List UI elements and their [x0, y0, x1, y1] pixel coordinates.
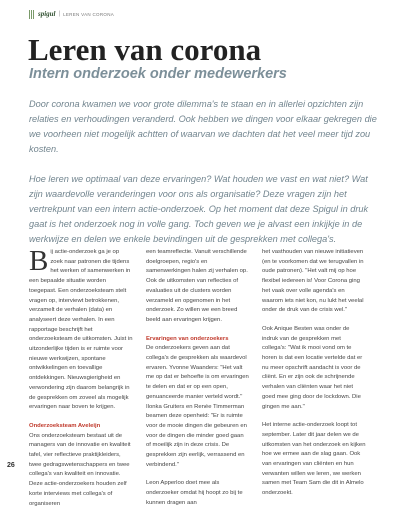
col2-paragraph-2: De onderzoekers geven aan dat collega's de gesprekken als waardevol ervaren. Yvonne Waanders: "Het valt me op dat er behoefte is om ervaringen te delen en dat er op een open, genuanceerde manier verteld wordt." Ilonka Gruiters en Renée Timmerman beamen deze openheid: "Er is ruimte voor de mooie dingen die gebeuren en voor de dingen die minder goed gaan of moeilijk zijn in deze crisis. De gesprekken zijn eerlijk, verrassend en verbindend." [146, 345, 249, 468]
brand-bars-icon [29, 10, 34, 19]
brand-name: spigul [38, 10, 56, 18]
col2-paragraph-1: een teamreflectie. Vanuit verschillende doelgroepen, regio's en samenwerkingen halen zij verhalen op. Ook de uitkomsten van reflecties of evaluaties uit de clusters worden verzameld en opgenomen in het onderzoek. Zo willen we een breed beeld aan ervaringen krijgen. [146, 249, 248, 323]
body-column-3 [262, 248, 366, 499]
drop-cap: B [29, 245, 49, 277]
col1-paragraph-2: Ons onderzoeksteam bestaat uit de managers van de innovatie en kwaliteit tafel, vier reflectieve praktijkleiders, twee gedragswetenschappers en twee collega's van kwaliteit en innovatie. Deze actie-onderzoekers houden zelf korte interviews met collega's of organiseren [29, 432, 131, 507]
section-label: LEREN VAN CORONA [63, 11, 115, 17]
article-subtitle: Intern onderzoek onder medewerkers [29, 66, 287, 82]
col1-paragraph-1 [29, 245, 133, 413]
intro-paragraph-2: Hoe leren we optimaal van deze ervaringen? Wat houden we vast en wat niet? Wat zijn waardevolle veranderingen voor ons als organisatie? Deze vragen zijn het vertrekpunt van een intern actie-onderzoek. Op het moment dat deze Spigul in druk gaat is het onderzoek nog in volle gang. Toch geven we je alvast een inkijkje in de werkwijze en delen we enkele bevindingen uit de gesprekken met collega's. [29, 174, 369, 244]
intro-paragraph-1: Door corona kwamen we voor grote dilemma's te staan en in allerlei opzichten zijn relaties en verhoudingen veranderd. Ook hebben we dingen voor elkaar gekregen die we voorheen niet mogelijk achtten of waarvan we dachten dat het veel meer tijd zou kosten. [29, 99, 377, 154]
col3-paragraph-3: Het interne actie-onderzoek loopt tot september. Later dit jaar delen we de uitkomsten van het onderzoek en kijken hoe we ermee aan de slag gaan. Ook van ervaringen van cliënten en hun verwanten willen we leren, we werken samen met Team Sam die dit in Almelo onderzoekt. [262, 422, 366, 497]
page-header [29, 8, 114, 20]
col1-subheading: Onderzoeksteam Aveleijn [29, 422, 101, 429]
col3-paragraph-2: Ook Anique Besten was onder de indruk van de gesprekken met collega's: "Wat ik mooi vond om te horen is dat een locatie vertelde dat er nu meer opschrift aandacht is voor de cliënt. En er zijn ook de schrijnende verhalen van cliënten waar het niet goed mee ging door de lockdown. Die gingen me aan." [262, 325, 363, 410]
body-column-1 [29, 245, 133, 509]
col3-paragraph-1: het vasthouden van nieuwe initiatieven (en te voorkomen dat we terugvallen in oude patronen). "Het valt mij op hoe flexibel iedereen is! Voor Corona ging het vaak over volle agenda's en waarom iets niet kon, nu lukt het veelal onder de druk van de crisis wel." [262, 249, 364, 314]
article-intro [29, 97, 381, 247]
header-separator: | [58, 11, 61, 17]
col2-paragraph-3: Leon Apperloo doet mee als onderzoeker omdat hij hoopt zo bij te kunnen dragen aan [146, 480, 243, 506]
col1-paragraph-1-text: ij actie-onderzoek ga je op zoek naar patronen die tijdens het werken of samenwerken in een bepaalde situatie worden toegepast. Een onderzoeksteam stelt vragen op, interviewt betrokkenen, verzamelt de verhalen (data) en analyseert deze verhalen. In een rapportage beschrijft het onderzoeksteam de uitkomsten. Juist in uitzonderlijke tijden is er ruimte voor nieuwe werkwijzen, spontane ontwikkelingen en toevallige ontdekkingen. Nieuwsgierigheid en verwondering zijn daarom belangrijk in de gesprekken om zoveel als mogelijk ervaringen naar boven te krijgen. [29, 249, 133, 411]
body-column-2 [146, 248, 250, 509]
col2-subheading: Ervaringen van onderzoekers [146, 335, 229, 342]
page-number: 26 [7, 462, 15, 469]
article-title: Leren van corona [28, 32, 262, 67]
